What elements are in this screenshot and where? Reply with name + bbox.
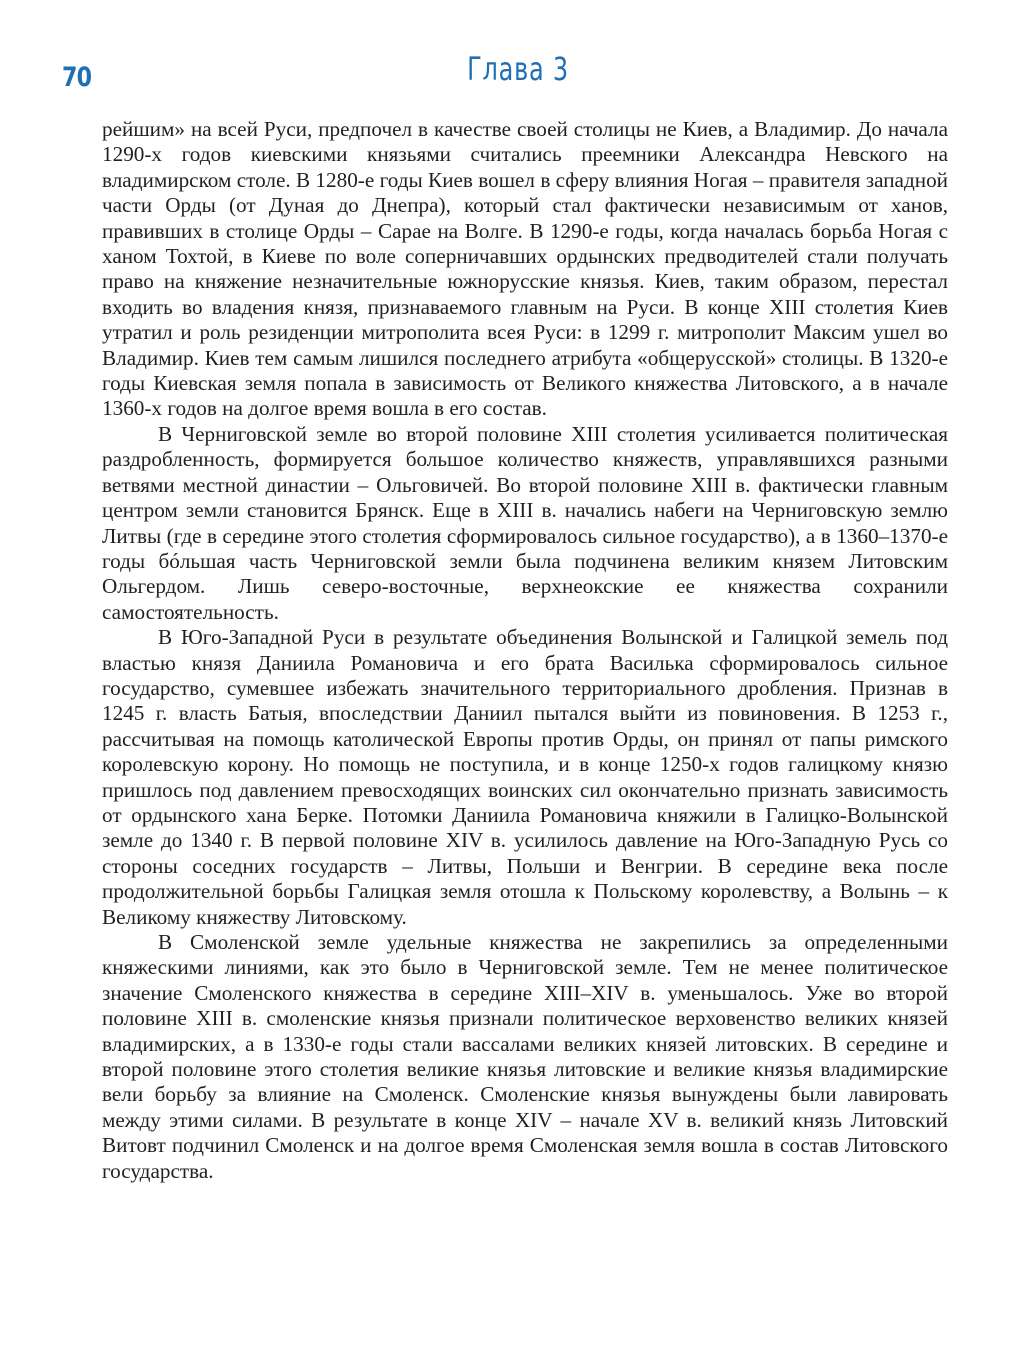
paragraph-chernigov: В Черниговской земле во второй половине XIII столетия усиливается политическая раздробленность, формируется большое количество княжеств, управлявшихся разными ветвями местной династии – Ольговичей. Во второй половине XIII в. фактически главным центром земли становится Брянск. Еще в XIII в. начались набеги на Черниговскую землю Литвы (где в середине этого столетия сформировалось сильное государство), а в 1360–1370-е годы бóльшая часть Черниговской земли была подчинена великим князем Литовским Ольгердом. Лишь северо-восточные, верхнеокские ее княжества сохранили самостоятельность. [102,421,948,624]
paragraph-southwest-rus: В Юго-Западной Руси в результате объединения Волынской и Галицкой земель под властью князя Даниила Романовича и его брата Василька сформировалось сильное государство, сумевшее избежать значительного территориального дробления. Признав в 1245 г. власть Батыя, впоследствии Даниил пытался выйти из повиновения. В 1253 г., рассчитывая на помощь католической Европы против Орды, он принял от папы римского королевскую корону. Но помощь не поступила, и в конце 1250-х годов галицкому князю пришлось под давлением превосходящих воинских сил окончательно признать зависимость от ордынского хана Берке. Потомки Даниила Романовича княжили в Галицко-Волынской земле до 1340 г. В первой половине XIV в. усилилось давление на Юго-Западную Русь со стороны соседних государств – Литвы, Польши и Венгрии. В середине века после продолжительной борьбы Галицкая земля отошла к Польскому королевству, а Волынь – к Великому княжеству Литовскому. [102,625,948,929]
paragraph-smolensk: В Смоленской земле удельные княжества не закрепились за определенными княжескими линиями, как это было в Черниговской земле. Тем не менее политическое значение Смоленского княжества в середине XIII–XIV в. уменьшалось. Уже во второй половине XIII в. смоленские князья признали политическое верховенство великих князей владимирских, а в 1330-е годы стали вассалами великих князей литовских. В середине и второй половине этого столетия великие князья литовские и великие князья владимирские вели борьбу за влияние на Смоленск. Смоленские князья вынуждены были лавировать между этими силами. В результате в конце XIV – начале XV в. великий князь Литовский Витовт подчинил Смоленск и на долгое время Смоленская земля вошла в состав Литовского государства. [102,930,948,1183]
body-text [102,117,948,1184]
chapter-title: Глава 3 [467,50,569,88]
page-number: 70 [62,62,92,93]
paragraph-kiev: рейшим» на всей Руси, предпочел в качестве своей столицы не Киев, а Владимир. До начала 1290-х годов киевскими князьями считались преемники Александра Невского на владимирском столе. В 1280-е годы Киев вошел в сферу влияния Ногая – правителя западной части Орды (от Дуная до Днепра), который стал фактически независимым от ханов, правивших в столице Орды – Сарае на Волге. В 1290-е годы, когда началась борьба Ногая с ханом Тохтой, в Киеве по воле соперничавших ордынских предводителей стали получать право на княжение незначительные южнорусские князья. Киев, таким образом, перестал входить во владения князя, признаваемого главным на Руси. В конце XIII столетия Киев утратил и роль резиденции митрополита всея Руси: в 1299 г. митрополит Максим ушел во Владимир. Киев тем самым лишился последнего атрибута «общерусской» столицы. В 1320-е годы Киевская земля попала в зависимость от Великого княжества Литовского, а в начале 1360-х годов на долгое время вошла в его состав. [102,117,948,421]
